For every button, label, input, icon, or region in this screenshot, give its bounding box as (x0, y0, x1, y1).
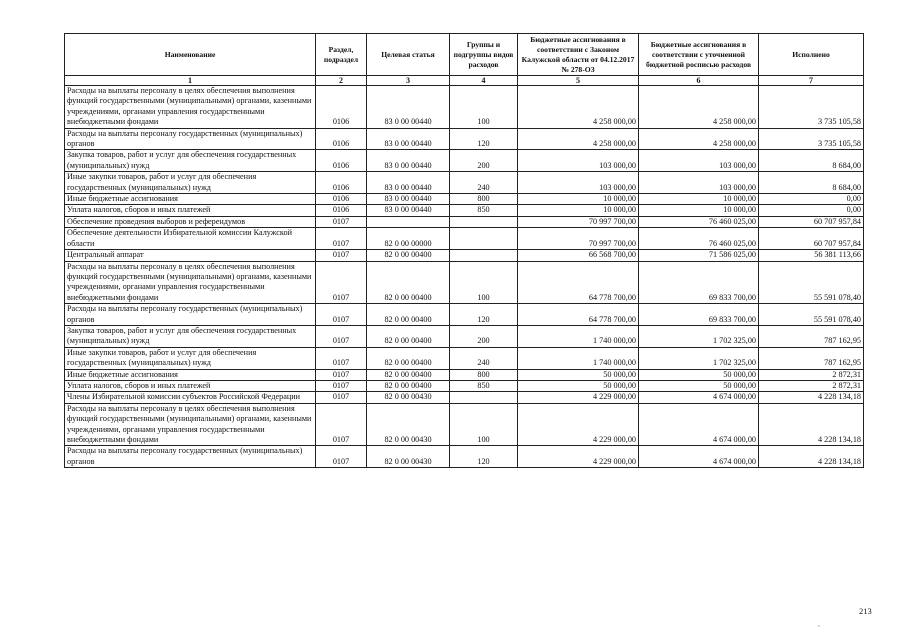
row-group: 100 (450, 86, 518, 129)
row-executed: 55 591 078,40 (759, 261, 864, 304)
row-law: 4 229 000,00 (518, 392, 639, 403)
row-law: 64 778 700,00 (518, 261, 639, 304)
table-row (65, 194, 864, 205)
row-refined: 4 258 000,00 (639, 128, 759, 150)
row-section: 0107 (316, 216, 367, 227)
row-group: 800 (450, 369, 518, 380)
table-row (65, 86, 864, 129)
row-executed: 0,00 (759, 194, 864, 205)
row-executed: 2 872,31 (759, 380, 864, 391)
row-executed: 0,00 (759, 205, 864, 216)
row-law: 4 229 000,00 (518, 446, 639, 468)
row-name: Иные закупки товаров, работ и услуг для обеспечения государственных (муниципальных) нужд (65, 172, 316, 194)
row-section: 0107 (316, 347, 367, 369)
row-target: 83 0 00 00440 (367, 128, 450, 150)
row-section: 0107 (316, 446, 367, 468)
row-target: 83 0 00 00440 (367, 172, 450, 194)
row-refined: 4 674 000,00 (639, 403, 759, 446)
row-target: 82 0 00 00430 (367, 392, 450, 403)
row-section: 0107 (316, 403, 367, 446)
row-refined: 4 258 000,00 (639, 86, 759, 129)
row-target: 82 0 00 00000 (367, 228, 450, 250)
table-row (65, 392, 864, 403)
row-name: Иные закупки товаров, работ и услуг для обеспечения государственных (муниципальных) нужд (65, 347, 316, 369)
row-executed: 3 735 105,58 (759, 86, 864, 129)
row-executed: 8 684,00 (759, 150, 864, 172)
row-law: 10 000,00 (518, 194, 639, 205)
column-number: 3 (367, 76, 450, 86)
row-section: 0107 (316, 250, 367, 261)
column-numbers-row (65, 76, 864, 86)
row-refined: 76 460 025,00 (639, 228, 759, 250)
row-group (450, 228, 518, 250)
row-name: Уплата налогов, сборов и иных платежей (65, 205, 316, 216)
row-section: 0107 (316, 261, 367, 304)
row-group: 800 (450, 194, 518, 205)
row-section: 0106 (316, 194, 367, 205)
row-group: 850 (450, 380, 518, 391)
row-section: 0106 (316, 128, 367, 150)
row-executed: 4 228 134,18 (759, 403, 864, 446)
table-row (65, 261, 864, 304)
row-target: 82 0 00 00400 (367, 325, 450, 347)
row-refined: 1 702 325,00 (639, 325, 759, 347)
row-law: 10 000,00 (518, 205, 639, 216)
row-group: 100 (450, 261, 518, 304)
header-section: Раздел, подраздел (316, 34, 367, 76)
row-group: 850 (450, 205, 518, 216)
row-law: 50 000,00 (518, 369, 639, 380)
row-name: Расходы на выплаты персоналу в целях обеспечения выполнения функций государственными (муниципальными) органами, казенными учреждениями, органами управления государственными внебюджетными фондами (65, 403, 316, 446)
column-number: 5 (518, 76, 639, 86)
table-row (65, 250, 864, 261)
row-group: 120 (450, 304, 518, 326)
row-group: 200 (450, 150, 518, 172)
row-refined: 69 833 700,00 (639, 261, 759, 304)
row-law: 66 568 700,00 (518, 250, 639, 261)
row-name: Расходы на выплаты персоналу в целях обеспечения выполнения функций государственными (муниципальными) органами, казенными учреждениями, органами управления государственными внебюджетными фондами (65, 86, 316, 129)
row-refined: 103 000,00 (639, 150, 759, 172)
row-section: 0107 (316, 369, 367, 380)
table-row (65, 403, 864, 446)
row-group: 200 (450, 325, 518, 347)
row-law: 103 000,00 (518, 172, 639, 194)
row-group: 240 (450, 347, 518, 369)
row-name: Члены Избирательной комиссии субъектов Российской Федерации (65, 392, 316, 403)
header-target: Целевая статья (367, 34, 450, 76)
row-target: 82 0 00 00400 (367, 369, 450, 380)
row-executed: 56 381 113,66 (759, 250, 864, 261)
row-section: 0106 (316, 205, 367, 216)
row-executed: 55 591 078,40 (759, 304, 864, 326)
page-number: 213 (859, 606, 872, 616)
row-name: Расходы на выплаты персоналу государственных (муниципальных) органов (65, 446, 316, 468)
column-number: 2 (316, 76, 367, 86)
row-law: 1 740 000,00 (518, 347, 639, 369)
row-section: 0107 (316, 392, 367, 403)
row-target: 82 0 00 00430 (367, 446, 450, 468)
row-refined: 50 000,00 (639, 380, 759, 391)
row-group: 120 (450, 446, 518, 468)
row-name: Иные бюджетные ассигнования (65, 194, 316, 205)
row-target: 82 0 00 00400 (367, 261, 450, 304)
table-row (65, 304, 864, 326)
row-name: Расходы на выплаты персоналу в целях обеспечения выполнения функций государственными (муниципальными) органами, казенными учреждениями, органами управления государственными внебюджетными фондами (65, 261, 316, 304)
row-law: 64 778 700,00 (518, 304, 639, 326)
table-row (65, 172, 864, 194)
row-law: 70 997 700,00 (518, 228, 639, 250)
budget-table (64, 33, 864, 468)
table-row (65, 228, 864, 250)
row-executed: 60 707 957,84 (759, 228, 864, 250)
table-row (65, 128, 864, 150)
row-target: 82 0 00 00400 (367, 380, 450, 391)
row-refined: 71 586 025,00 (639, 250, 759, 261)
row-target: 83 0 00 00440 (367, 150, 450, 172)
row-executed: 2 872,31 (759, 369, 864, 380)
row-law: 4 229 000,00 (518, 403, 639, 446)
row-refined: 10 000,00 (639, 205, 759, 216)
row-name: Расходы на выплаты персоналу государственных (муниципальных) органов (65, 304, 316, 326)
row-refined: 1 702 325,00 (639, 347, 759, 369)
header-law: Бюджетные ассигнования в соответствии с Законом Калужской области от 04.12.2017 № 278-ОЗ (518, 34, 639, 76)
row-refined: 4 674 000,00 (639, 446, 759, 468)
column-number: 4 (450, 76, 518, 86)
row-executed: 8 684,00 (759, 172, 864, 194)
row-name: Обеспечение проведения выборов и референдумов (65, 216, 316, 227)
row-group (450, 216, 518, 227)
row-target: 82 0 00 00400 (367, 347, 450, 369)
row-name: Иные бюджетные ассигнования (65, 369, 316, 380)
row-target: 83 0 00 00440 (367, 205, 450, 216)
column-number: 7 (759, 76, 864, 86)
table-row (65, 205, 864, 216)
row-target: 83 0 00 00440 (367, 86, 450, 129)
row-section: 0106 (316, 86, 367, 129)
column-number: 6 (639, 76, 759, 86)
header-executed: Исполнено (759, 34, 864, 76)
table-row (65, 150, 864, 172)
row-target: 83 0 00 00440 (367, 194, 450, 205)
row-section: 0106 (316, 150, 367, 172)
row-name: Расходы на выплаты персоналу государственных (муниципальных) органов (65, 128, 316, 150)
table-row (65, 347, 864, 369)
row-refined: 50 000,00 (639, 369, 759, 380)
row-executed: 4 228 134,18 (759, 446, 864, 468)
row-executed: 3 735 105,58 (759, 128, 864, 150)
row-executed: 787 162,95 (759, 325, 864, 347)
row-refined: 4 674 000,00 (639, 392, 759, 403)
row-refined: 69 833 700,00 (639, 304, 759, 326)
row-law: 1 740 000,00 (518, 325, 639, 347)
table-row (65, 380, 864, 391)
row-target: 82 0 00 00400 (367, 304, 450, 326)
row-refined: 10 000,00 (639, 194, 759, 205)
row-law: 4 258 000,00 (518, 86, 639, 129)
row-group: 100 (450, 403, 518, 446)
row-name: Закупка товаров, работ и услуг для обеспечения государственных (муниципальных) нужд (65, 150, 316, 172)
row-law: 70 997 700,00 (518, 216, 639, 227)
row-group: 240 (450, 172, 518, 194)
row-law: 4 258 000,00 (518, 128, 639, 150)
row-section: 0107 (316, 228, 367, 250)
row-target: 82 0 00 00400 (367, 250, 450, 261)
header-name: Наименование (65, 34, 316, 76)
table-row (65, 216, 864, 227)
row-group (450, 250, 518, 261)
row-target (367, 216, 450, 227)
row-executed: 60 707 957,84 (759, 216, 864, 227)
table-row (65, 446, 864, 468)
row-section: 0106 (316, 172, 367, 194)
row-name: Обеспечение деятельности Избирательной комиссии Калужской области (65, 228, 316, 250)
row-section: 0107 (316, 325, 367, 347)
row-target: 82 0 00 00430 (367, 403, 450, 446)
row-law: 103 000,00 (518, 150, 639, 172)
row-section: 0107 (316, 380, 367, 391)
header-group: Группы и подгруппы видов расходов (450, 34, 518, 76)
row-name: Центральный аппарат (65, 250, 316, 261)
row-name: Уплата налогов, сборов и иных платежей (65, 380, 316, 391)
table-row (65, 369, 864, 380)
row-refined: 76 460 025,00 (639, 216, 759, 227)
scan-mark: , (818, 620, 820, 628)
row-executed: 787 162,95 (759, 347, 864, 369)
row-group (450, 392, 518, 403)
header-refined: Бюджетные ассигнования в соответствии с уточненной бюджетной росписью расходов (639, 34, 759, 76)
row-name: Закупка товаров, работ и услуг для обеспечения государственных (муниципальных) нужд (65, 325, 316, 347)
row-refined: 103 000,00 (639, 172, 759, 194)
table-row (65, 325, 864, 347)
column-number: 1 (65, 76, 316, 86)
row-group: 120 (450, 128, 518, 150)
row-law: 50 000,00 (518, 380, 639, 391)
row-section: 0107 (316, 304, 367, 326)
row-executed: 4 228 134,18 (759, 392, 864, 403)
